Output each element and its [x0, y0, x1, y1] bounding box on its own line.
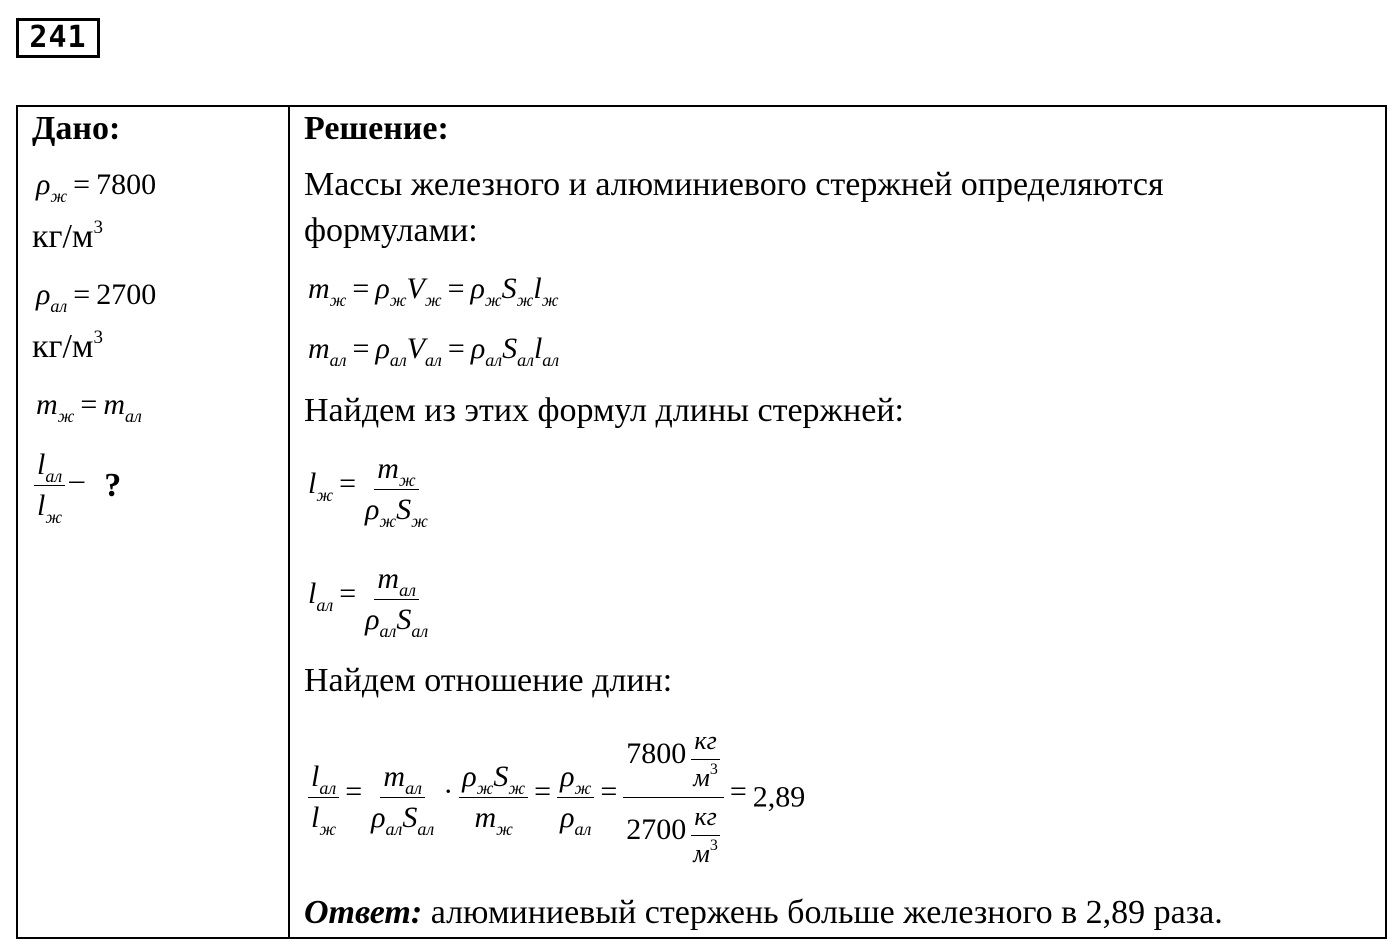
- solution-intro-line1: Массы железного и алюминиевого стержней определяются: [304, 166, 1164, 203]
- problem-number: 241: [16, 18, 100, 58]
- answer-line: [304, 894, 1223, 932]
- given-mass-equal: mж = mал: [36, 388, 142, 426]
- formula-mass-al: mал = ρалVал = ρалSалlал: [308, 332, 560, 370]
- solution-header: Решение:: [304, 110, 449, 147]
- column-divider: [288, 105, 290, 939]
- given-rho-fe: ρж = 7800: [36, 168, 157, 206]
- solution-find-ratio: Найдем отношение длин:: [304, 662, 673, 699]
- answer-text: алюминиевый стержень больше железного в 2,89 раза.: [430, 894, 1223, 931]
- given-rho-al-unit: $кг/м^3$: [32, 327, 103, 365]
- given-header: Дано:: [32, 110, 121, 147]
- given-rho-al: ρал = 2700: [36, 278, 157, 316]
- formula-length-al: lал = $\frac{m_{ал}}{\rho_{ал}S_{ал}}$: [308, 562, 429, 641]
- answer-label: Ответ:: [304, 894, 423, 931]
- formula-ratio: $\frac{l_{ал}}{l_ж}$ = $\frac{m_{ал}}{\rho_{ал}S_{ал}}$ · $\frac{\rho_жS_ж}{m_ж}$ = $\frac{\rho_ж}{\rho_{ал}}$ = 7800 $\frac{кг}{м^3}$ 2700 $\frac{кг}{м^3}$ = 2,89: [308, 726, 805, 869]
- formula-mass-fe: mж = ρжVж = ρжSжlж: [308, 272, 559, 310]
- given-rho-fe-unit: $кг/м^3$: [32, 217, 103, 255]
- solution-intro-line2: формулами:: [304, 212, 478, 249]
- formula-length-fe: lж = $\frac{m_ж}{\rho_жS_ж}$: [308, 452, 428, 531]
- solution-find-lengths: Найдем из этих формул длины стержней:: [304, 392, 904, 429]
- given-find-ratio: $\frac{l_{ал}}{l_ж}$ – ?: [34, 448, 121, 523]
